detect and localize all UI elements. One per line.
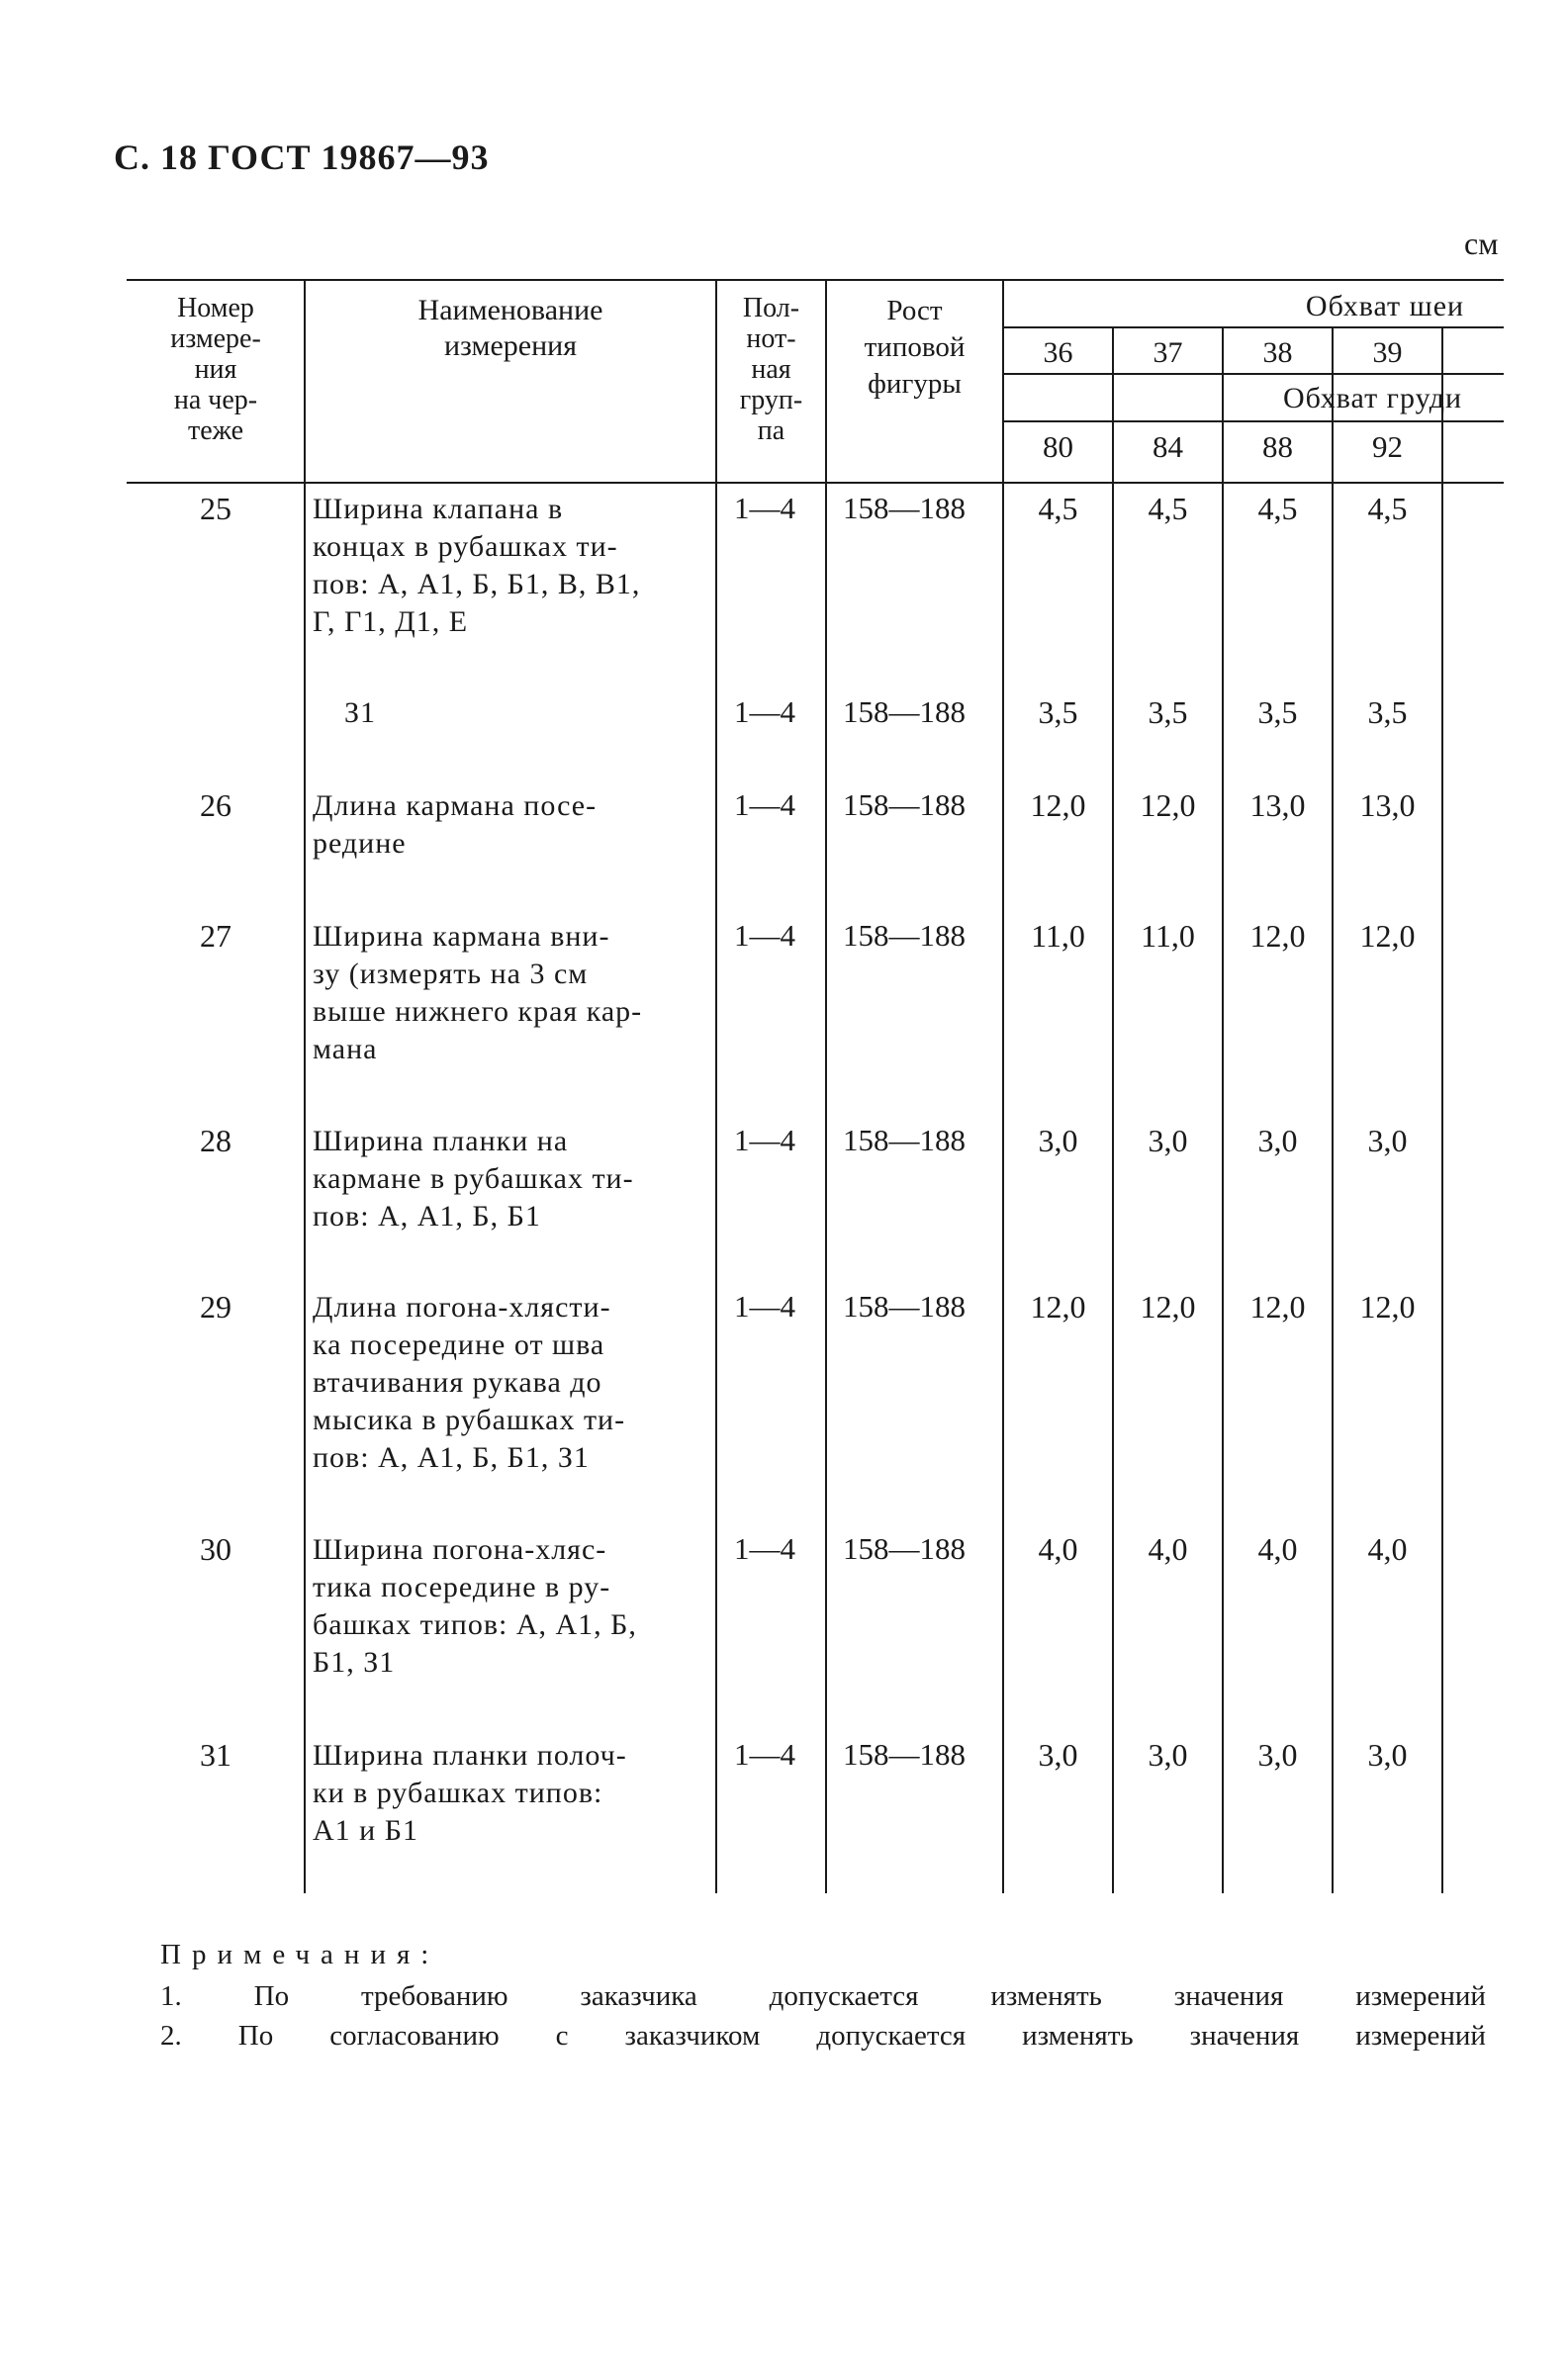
note-word: 2. bbox=[160, 2020, 182, 2052]
row-group: 1—4 bbox=[734, 1289, 795, 1324]
chest-size: 80 bbox=[1043, 429, 1073, 464]
row-description: Ширина планки на кармане в рубашках ти- пов: А, А1, Б, Б1 bbox=[313, 1125, 634, 1233]
row-value: 4,5 bbox=[1367, 491, 1408, 526]
header-group: Пол- нот- ная груп- па bbox=[739, 293, 803, 446]
row-value: 3,5 bbox=[1038, 694, 1078, 730]
row-value: 3,0 bbox=[1367, 1123, 1408, 1158]
row-value: 3,0 bbox=[1148, 1123, 1188, 1158]
note-word: измерений bbox=[1355, 2020, 1486, 2052]
row-description: З1 bbox=[344, 696, 377, 729]
row-description: Ширина клапана в концах в рубашках ти- пов: А, А1, Б, Б1, В, В1, Г, Г1, Д1, Е bbox=[313, 493, 641, 638]
row-value: 12,0 bbox=[1140, 787, 1196, 823]
row-value: 12,0 bbox=[1359, 918, 1416, 954]
row-group: 1—4 bbox=[734, 1737, 795, 1772]
header-bottom-line bbox=[127, 482, 1504, 484]
chest-size: 92 bbox=[1372, 429, 1403, 464]
row-height: 158—188 bbox=[843, 918, 966, 953]
row-value: 3,0 bbox=[1038, 1737, 1078, 1773]
row-number: 26 bbox=[200, 787, 231, 823]
row-value: 4,0 bbox=[1148, 1531, 1188, 1567]
row-group: 1—4 bbox=[734, 491, 795, 525]
row-number: 29 bbox=[200, 1289, 231, 1325]
row-value: 3,0 bbox=[1148, 1737, 1188, 1773]
row-height: 158—188 bbox=[843, 491, 966, 525]
row-group: 1—4 bbox=[734, 918, 795, 953]
header-number: Номер измере- ния на чер- теже bbox=[170, 293, 261, 446]
row-group: 1—4 bbox=[734, 1123, 795, 1157]
row-value: 12,0 bbox=[1249, 1289, 1306, 1325]
note-item bbox=[160, 2020, 1486, 2053]
row-height: 158—188 bbox=[843, 1737, 966, 1772]
note-word: значения bbox=[1173, 1980, 1284, 2012]
note-word: согласованию bbox=[329, 2020, 500, 2052]
note-word: допускается bbox=[769, 1980, 919, 2012]
chest-size: 84 bbox=[1153, 429, 1183, 464]
header-height: Рост типовой фигуры bbox=[864, 295, 966, 400]
note-word: изменять bbox=[1022, 2020, 1134, 2052]
row-value: 3,5 bbox=[1148, 694, 1188, 730]
row-value: 12,0 bbox=[1140, 1289, 1196, 1325]
neck-divider-line bbox=[1002, 326, 1504, 328]
row-description: Ширина погона-хляс- тика посередине в ру- башках типов: А, А1, Б, Б1, З1 bbox=[313, 1533, 637, 1679]
row-height: 158—188 bbox=[843, 1123, 966, 1157]
note-word: требованию bbox=[360, 1980, 508, 2012]
row-value: 4,0 bbox=[1367, 1531, 1408, 1567]
note-word: 1. bbox=[160, 1980, 182, 2012]
row-value: 4,0 bbox=[1038, 1531, 1078, 1567]
note-word: изменять bbox=[990, 1980, 1102, 2012]
header-name: Наименование измерения bbox=[417, 294, 603, 362]
row-number: 28 bbox=[200, 1123, 231, 1158]
note-word: По bbox=[237, 2020, 274, 2052]
table-top-line bbox=[127, 279, 1504, 281]
neck-size: 39 bbox=[1372, 336, 1403, 369]
col-divider bbox=[1222, 326, 1224, 1893]
row-value: 4,5 bbox=[1038, 491, 1078, 526]
note-word: заказчиком bbox=[624, 2020, 761, 2052]
row-value: 11,0 bbox=[1141, 918, 1195, 954]
neck-size: 36 bbox=[1043, 336, 1073, 369]
page-header: С. 18 ГОСТ 19867—93 bbox=[114, 137, 490, 177]
col-divider bbox=[825, 279, 827, 1893]
row-value: 3,0 bbox=[1257, 1737, 1298, 1773]
col-divider bbox=[1441, 326, 1443, 1893]
note-word: значения bbox=[1189, 2020, 1300, 2052]
row-value: 3,0 bbox=[1038, 1123, 1078, 1158]
col-divider bbox=[715, 279, 717, 1893]
row-number: 25 bbox=[200, 491, 231, 526]
row-height: 158—188 bbox=[843, 1531, 966, 1566]
row-value: 13,0 bbox=[1249, 787, 1306, 823]
neck-sizes-bottom-line bbox=[1002, 373, 1504, 375]
header-chest: Обхват груди bbox=[1282, 382, 1463, 414]
chest-divider-line bbox=[1002, 420, 1504, 422]
note-word: измерений bbox=[1355, 1980, 1486, 2012]
note-item bbox=[160, 1980, 1486, 2013]
row-height: 158—188 bbox=[843, 787, 966, 822]
col-divider bbox=[1112, 326, 1114, 1893]
notes-title: Примечания: bbox=[160, 1939, 440, 1970]
row-value: 13,0 bbox=[1359, 787, 1416, 823]
row-value: 12,0 bbox=[1030, 1289, 1086, 1325]
row-group: 1—4 bbox=[734, 694, 795, 729]
row-value: 12,0 bbox=[1030, 787, 1086, 823]
note-word: заказчика bbox=[580, 1980, 697, 2012]
note-word: с bbox=[555, 2020, 569, 2052]
row-description: Длина погона-хлясти- ка посередине от шва втачивания рукава до мысика в рубашках ти- пов: А, А1, Б, Б1, З1 bbox=[313, 1291, 626, 1474]
row-value: 3,0 bbox=[1367, 1737, 1408, 1773]
unit-label: см bbox=[1464, 226, 1499, 261]
row-number: 30 bbox=[200, 1531, 231, 1567]
row-value: 3,0 bbox=[1257, 1123, 1298, 1158]
row-value: 11,0 bbox=[1031, 918, 1085, 954]
row-number: 31 bbox=[200, 1737, 231, 1773]
row-height: 158—188 bbox=[843, 694, 966, 729]
row-value: 4,5 bbox=[1148, 491, 1188, 526]
header-neck: Обхват шеи bbox=[1305, 290, 1465, 322]
chest-size: 88 bbox=[1262, 429, 1293, 464]
row-description: Ширина кармана вни- зу (измерять на 3 см выше нижнего края кар- мана bbox=[313, 920, 643, 1065]
note-word: По bbox=[253, 1980, 290, 2012]
row-value: 4,5 bbox=[1257, 491, 1298, 526]
row-height: 158—188 bbox=[843, 1289, 966, 1324]
row-description: Длина кармана посе- редине bbox=[313, 789, 598, 860]
row-value: 4,0 bbox=[1257, 1531, 1298, 1567]
row-group: 1—4 bbox=[734, 787, 795, 822]
row-description: Ширина планки полоч- ки в рубашках типов: А1 и Б1 bbox=[313, 1739, 627, 1847]
row-value: 3,5 bbox=[1367, 694, 1408, 730]
row-value: 3,5 bbox=[1257, 694, 1298, 730]
neck-size: 38 bbox=[1262, 336, 1293, 369]
row-value: 12,0 bbox=[1359, 1289, 1416, 1325]
col-divider bbox=[1332, 326, 1334, 1893]
row-group: 1—4 bbox=[734, 1531, 795, 1566]
neck-size: 37 bbox=[1153, 336, 1183, 369]
note-word: допускается bbox=[816, 2020, 967, 2052]
row-value: 12,0 bbox=[1249, 918, 1306, 954]
row-number: 27 bbox=[200, 918, 231, 954]
